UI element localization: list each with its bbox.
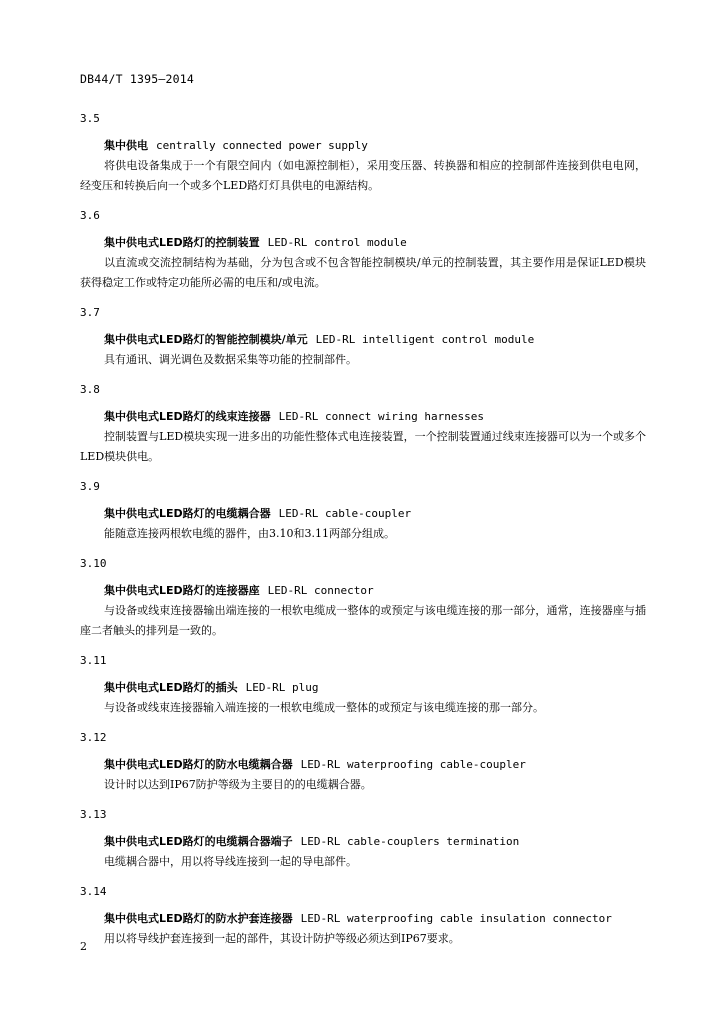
section-number: 3.6 <box>80 209 100 222</box>
term-english: LED-RL control module <box>267 236 407 249</box>
term-english: LED-RL cable-coupler <box>278 507 412 520</box>
term-definition: 用以将导线护套连接到一起的部件，其设计防护等级必须达到IP67要求。 <box>104 932 460 945</box>
section-number: 3.10 <box>80 557 107 570</box>
term-chinese: 集中供电式LED路灯的防水护套连接器 <box>104 912 293 925</box>
page-number: 2 <box>80 940 87 953</box>
term-definition: 控制装置与LED模块实现一进多出的功能性整体式电连接装置，一个控制装置通过线束连接器可以为一个或多个LED模块供电。 <box>80 430 646 463</box>
term-heading <box>80 136 646 156</box>
term-section-3-5 <box>80 110 646 196</box>
term-english: LED-RL waterproofing cable insulation connector <box>300 912 612 925</box>
section-number: 3.14 <box>80 885 107 898</box>
term-definition: 电缆耦合器中，用以将导线连接到一起的导电部件。 <box>104 855 357 868</box>
term-heading <box>80 504 646 524</box>
term-section-3-13 <box>80 806 646 872</box>
term-chinese: 集中供电式LED路灯的插头 <box>104 681 238 694</box>
term-definition: 能随意连接两根软电缆的器件，由3.10和3.11两部分组成。 <box>104 527 395 540</box>
section-number: 3.12 <box>80 731 107 744</box>
section-number: 3.8 <box>80 383 100 396</box>
term-chinese: 集中供电式LED路灯的智能控制模块/单元 <box>104 333 308 346</box>
term-heading <box>80 755 646 775</box>
term-english: LED-RL cable-couplers termination <box>300 835 520 848</box>
terms-list <box>80 110 646 960</box>
term-definition: 以直流或交流控制结构为基础，分为包含或不包含智能控制模块/单元的控制装置，其主要作用是保证LED模块获得稳定工作或特定功能所必需的电压和/或电流。 <box>80 256 646 289</box>
term-english: LED-RL waterproofing cable-coupler <box>300 758 526 771</box>
term-definition: 与设备或线束连接器输入端连接的一根软电缆成一整体的或预定与该电缆连接的那一部分。 <box>104 701 544 714</box>
term-heading <box>80 909 646 929</box>
term-english: centrally connected power supply <box>156 139 368 152</box>
term-english: LED-RL connect wiring harnesses <box>278 410 484 423</box>
term-chinese: 集中供电式LED路灯的控制装置 <box>104 236 260 249</box>
term-section-3-11 <box>80 652 646 718</box>
term-section-3-14 <box>80 883 646 949</box>
term-chinese: 集中供电式LED路灯的线束连接器 <box>104 410 271 423</box>
term-definition: 设计时以达到IP67防护等级为主要目的的电缆耦合器。 <box>104 778 372 791</box>
term-chinese: 集中供电式LED路灯的电缆耦合器 <box>104 507 271 520</box>
term-heading <box>80 407 646 427</box>
term-section-3-12 <box>80 729 646 795</box>
term-section-3-10 <box>80 555 646 641</box>
section-number: 3.11 <box>80 654 107 667</box>
term-section-3-8 <box>80 381 646 467</box>
term-chinese: 集中供电式LED路灯的防水电缆耦合器 <box>104 758 293 771</box>
term-english: LED-RL plug <box>245 681 319 694</box>
term-definition: 将供电设备集成于一个有限空间内（如电源控制柜），采用变压器、转换器和相应的控制部件连接到供电电网，经变压和转换后向一个或多个LED路灯灯具供电的电源结构。 <box>80 159 646 192</box>
section-number: 3.13 <box>80 808 107 821</box>
term-heading <box>80 678 646 698</box>
term-section-3-6 <box>80 207 646 293</box>
term-heading <box>80 233 646 253</box>
term-chinese: 集中供电式LED路灯的连接器座 <box>104 584 260 597</box>
term-english: LED-RL connector <box>267 584 374 597</box>
term-heading <box>80 581 646 601</box>
document-id: DB44/T 1395—2014 <box>80 72 194 86</box>
term-heading <box>80 330 646 350</box>
section-number: 3.7 <box>80 306 100 319</box>
term-chinese: 集中供电 <box>104 139 148 152</box>
term-chinese: 集中供电式LED路灯的电缆耦合器端子 <box>104 835 293 848</box>
term-section-3-9 <box>80 478 646 544</box>
term-definition: 具有通讯、调光调色及数据采集等功能的控制部件。 <box>104 353 357 366</box>
term-definition: 与设备或线束连接器输出端连接的一根软电缆成一整体的或预定与该电缆连接的那一部分，通常，连接器座与插座二者触头的排列是一致的。 <box>80 604 646 637</box>
section-number: 3.9 <box>80 480 100 493</box>
section-number: 3.5 <box>80 112 100 125</box>
term-heading <box>80 832 646 852</box>
term-english: LED-RL intelligent control module <box>315 333 535 346</box>
term-section-3-7 <box>80 304 646 370</box>
